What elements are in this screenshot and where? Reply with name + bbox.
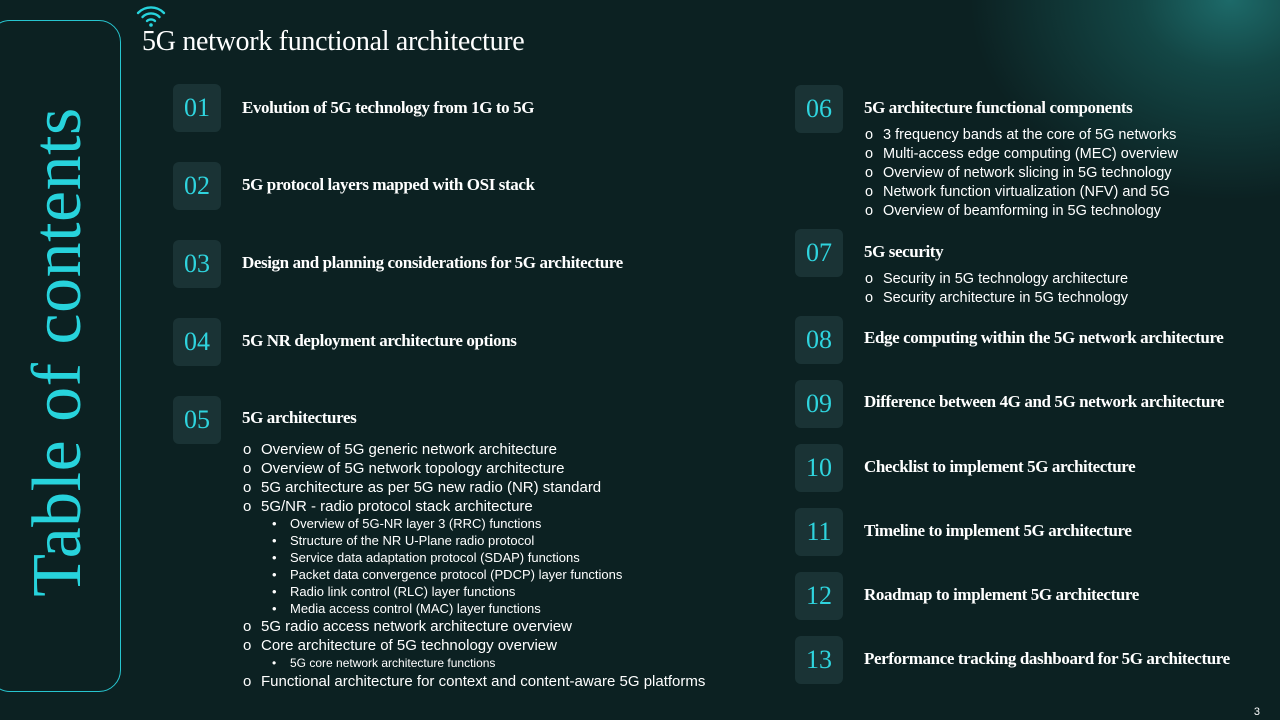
sub-sub-item: • Overview of 5G-NR layer 3 (RRC) functions bbox=[272, 515, 541, 532]
item-number-11: 11 bbox=[795, 508, 843, 556]
item-number-01: 01 bbox=[173, 84, 221, 132]
item-number-10: 10 bbox=[795, 444, 843, 492]
toc-item-07[interactable]: 5G security bbox=[864, 242, 944, 261]
item-number-08: 08 bbox=[795, 316, 843, 364]
item-number-04: 04 bbox=[173, 318, 221, 366]
sub-sub-item: • Structure of the NR U-Plane radio protocol bbox=[272, 532, 534, 549]
sub-item: o 5G radio access network architecture overview bbox=[243, 617, 572, 636]
toc-item-10[interactable]: Checklist to implement 5G architecture bbox=[864, 457, 1136, 476]
sub-item: o Core architecture of 5G technology overview bbox=[243, 636, 557, 655]
toc-item-11[interactable]: Timeline to implement 5G architecture bbox=[864, 521, 1132, 540]
toc-item-09[interactable]: Difference between 4G and 5G network architecture bbox=[864, 392, 1224, 411]
item-number-06: 06 bbox=[795, 85, 843, 133]
toc-item-03[interactable]: Design and planning considerations for 5G architecture bbox=[242, 253, 623, 272]
page-title: 5G network functional architecture bbox=[142, 26, 525, 57]
side-title: Table of contents bbox=[19, 107, 96, 597]
item-number-12: 12 bbox=[795, 572, 843, 620]
item-number-03: 03 bbox=[173, 240, 221, 288]
sub-item: o Network function virtualization (NFV) and 5G bbox=[865, 183, 1170, 202]
page-number: 3 bbox=[1253, 706, 1260, 718]
sub-sub-item: • Service data adaptation protocol (SDAP) functions bbox=[272, 549, 580, 566]
toc-item-05[interactable]: 5G architectures bbox=[242, 408, 357, 427]
toc-item-08[interactable]: Edge computing within the 5G network architecture bbox=[864, 328, 1224, 347]
sub-sub-item: • Media access control (MAC) layer functions bbox=[272, 600, 541, 617]
wifi-icon bbox=[136, 4, 166, 28]
item-number-13: 13 bbox=[795, 636, 843, 684]
toc-item-04[interactable]: 5G NR deployment architecture options bbox=[242, 331, 517, 350]
sub-item: o 5G architecture as per 5G new radio (NR) standard bbox=[243, 478, 601, 497]
toc-item-06[interactable]: 5G architecture functional components bbox=[864, 98, 1133, 117]
sub-item: o 5G/NR - radio protocol stack architecture bbox=[243, 497, 533, 516]
sub-item: o 3 frequency bands at the core of 5G networks bbox=[865, 126, 1176, 145]
item-number-05: 05 bbox=[173, 396, 221, 444]
sub-item: o Multi-access edge computing (MEC) overview bbox=[865, 145, 1178, 164]
sub-item: o Overview of 5G network topology architecture bbox=[243, 459, 564, 478]
sub-sub-item: • Packet data convergence protocol (PDCP) layer functions bbox=[272, 566, 622, 583]
item-number-09: 09 bbox=[795, 380, 843, 428]
item-number-02: 02 bbox=[173, 162, 221, 210]
toc-item-12[interactable]: Roadmap to implement 5G architecture bbox=[864, 585, 1139, 604]
sub-item: o Functional architecture for context and content-aware 5G platforms bbox=[243, 672, 705, 691]
sub-item: o Overview of beamforming in 5G technology bbox=[865, 202, 1161, 221]
sub-sub-item: • Radio link control (RLC) layer functions bbox=[272, 583, 515, 600]
toc-item-13[interactable]: Performance tracking dashboard for 5G architecture bbox=[864, 649, 1230, 668]
sub-item: o Security architecture in 5G technology bbox=[865, 289, 1128, 308]
sub-item: o Overview of network slicing in 5G technology bbox=[865, 164, 1172, 183]
item-number-07: 07 bbox=[795, 229, 843, 277]
sub-item: o Security in 5G technology architecture bbox=[865, 270, 1128, 289]
sub-sub-item: • 5G core network architecture functions bbox=[272, 655, 495, 672]
toc-item-01[interactable]: Evolution of 5G technology from 1G to 5G bbox=[242, 98, 535, 117]
sub-item: o Overview of 5G generic network architecture bbox=[243, 440, 557, 459]
toc-item-02[interactable]: 5G protocol layers mapped with OSI stack bbox=[242, 175, 535, 194]
